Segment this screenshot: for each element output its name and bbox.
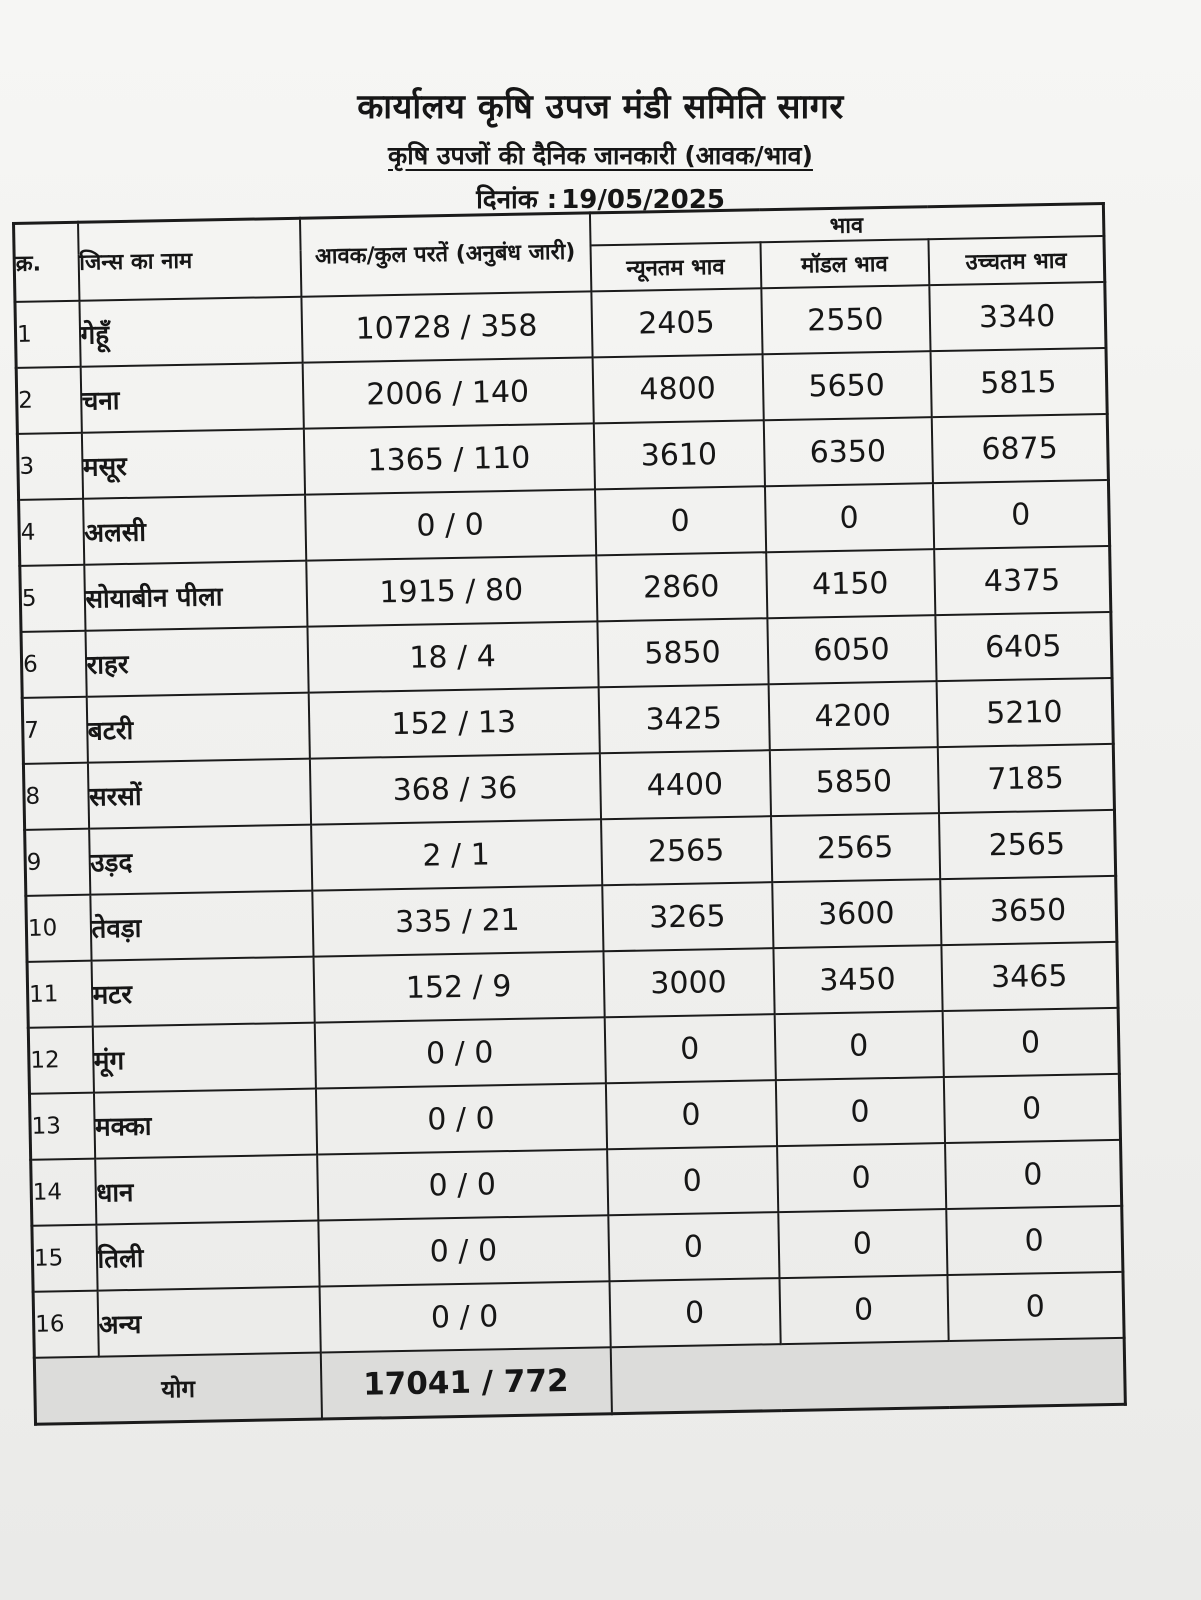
row-arrival: 1915 / 80 — [306, 555, 597, 626]
row-arrival: 0 / 0 — [314, 1017, 605, 1088]
row-serial: 9 — [25, 829, 90, 896]
row-serial: 1 — [15, 301, 80, 368]
row-serial: 11 — [27, 961, 92, 1028]
row-max-price: 0 — [943, 1074, 1120, 1143]
col-header-arrival: आवक/कुल परतें (अनुबंध जारी) — [299, 213, 590, 297]
price-table — [12, 202, 1127, 1426]
total-label: योग — [34, 1353, 321, 1425]
row-modal-price: 2550 — [761, 285, 930, 354]
row-arrival: 0 / 0 — [305, 489, 596, 560]
row-min-price: 4800 — [592, 354, 763, 423]
office-title: कार्यालय कृषि उपज मंडी समिति सागर — [357, 87, 844, 127]
row-commodity: उड़द — [89, 825, 312, 895]
row-modal-price: 6050 — [767, 615, 936, 684]
row-arrival: 335 / 21 — [312, 885, 603, 956]
row-max-price: 0 — [947, 1272, 1124, 1341]
row-max-price: 5210 — [936, 678, 1113, 747]
row-commodity: मटर — [91, 957, 314, 1027]
row-min-price: 0 — [604, 1014, 775, 1083]
row-max-price: 2565 — [938, 810, 1115, 879]
col-header-min-price: न्यूनतम भाव — [590, 242, 761, 291]
row-min-price: 4400 — [599, 750, 770, 819]
col-header-price-group: भाव — [589, 203, 1104, 245]
row-min-price: 0 — [609, 1278, 780, 1347]
row-arrival: 18 / 4 — [307, 621, 598, 692]
row-min-price: 3265 — [602, 882, 773, 951]
row-commodity: धान — [95, 1155, 318, 1225]
row-commodity: राहर — [85, 627, 308, 697]
row-modal-price: 0 — [764, 483, 933, 552]
report-subtitle: कृषि उपजों की दैनिक जानकारी (आवक/भाव) — [388, 141, 813, 170]
row-commodity: मसूर — [81, 429, 304, 499]
table-body — [15, 282, 1124, 1358]
row-min-price: 0 — [608, 1212, 779, 1281]
row-commodity: सरसों — [87, 759, 310, 829]
row-max-price: 3340 — [929, 282, 1106, 351]
row-max-price: 5815 — [930, 348, 1107, 417]
col-header-max-price: उच्चतम भाव — [928, 236, 1105, 285]
row-max-price: 6405 — [935, 612, 1112, 681]
row-arrival: 0 / 0 — [315, 1083, 606, 1154]
row-serial: 6 — [21, 631, 86, 698]
col-header-modal-price: मॉडल भाव — [760, 239, 929, 288]
row-max-price: 0 — [946, 1206, 1123, 1275]
row-commodity: गेहूँ — [79, 297, 302, 367]
row-modal-price: 4150 — [766, 549, 935, 618]
row-max-price: 7185 — [937, 744, 1114, 813]
row-commodity: चना — [80, 363, 303, 433]
row-min-price: 3425 — [598, 684, 769, 753]
row-arrival: 1365 / 110 — [303, 423, 594, 494]
row-serial: 3 — [17, 433, 82, 500]
row-arrival: 2006 / 140 — [302, 357, 593, 428]
row-max-price: 3650 — [940, 876, 1117, 945]
row-modal-price: 0 — [774, 1011, 943, 1080]
row-modal-price: 0 — [777, 1143, 946, 1212]
row-commodity: सोयाबीन पीला — [84, 561, 307, 631]
row-min-price: 0 — [594, 486, 765, 555]
date-value: 19/05/2025 — [561, 185, 725, 215]
row-min-price: 2405 — [591, 288, 762, 357]
row-arrival: 152 / 13 — [308, 687, 599, 758]
row-serial: 16 — [33, 1291, 98, 1358]
row-serial: 4 — [19, 499, 84, 566]
row-min-price: 5850 — [597, 618, 768, 687]
row-max-price: 3465 — [941, 942, 1118, 1011]
date-label: दिनांक : — [476, 185, 558, 215]
row-serial: 13 — [29, 1093, 94, 1160]
row-serial: 10 — [26, 895, 91, 962]
total-price-blank — [610, 1338, 1125, 1414]
row-modal-price: 0 — [778, 1209, 947, 1278]
row-serial: 2 — [16, 367, 81, 434]
row-commodity: अलसी — [83, 495, 306, 565]
row-max-price: 0 — [945, 1140, 1122, 1209]
col-header-commodity: जिन्स का नाम — [78, 218, 301, 301]
row-arrival: 0 / 0 — [317, 1149, 608, 1220]
row-arrival: 10728 / 358 — [301, 291, 592, 362]
row-commodity: अन्य — [97, 1287, 320, 1357]
row-modal-price: 6350 — [763, 417, 932, 486]
row-min-price: 2565 — [601, 816, 772, 885]
row-commodity: तिली — [96, 1221, 319, 1291]
row-modal-price: 0 — [779, 1275, 948, 1344]
row-min-price: 2860 — [596, 552, 767, 621]
row-modal-price: 4200 — [768, 681, 937, 750]
row-max-price: 6875 — [931, 414, 1108, 483]
row-serial: 14 — [31, 1159, 96, 1226]
col-header-serial: क्र. — [14, 222, 79, 302]
total-arrival: 17041 / 772 — [320, 1347, 611, 1419]
row-max-price: 4375 — [934, 546, 1111, 615]
row-arrival: 2 / 1 — [311, 819, 602, 890]
row-commodity: बटरी — [86, 693, 309, 763]
row-arrival: 368 / 36 — [309, 753, 600, 824]
row-min-price: 3610 — [593, 420, 764, 489]
row-max-price: 0 — [942, 1008, 1119, 1077]
row-arrival: 152 / 9 — [313, 951, 604, 1022]
row-serial: 8 — [23, 763, 88, 830]
row-modal-price: 5850 — [769, 747, 938, 816]
row-commodity: तेवड़ा — [90, 891, 313, 961]
row-modal-price: 3450 — [773, 945, 942, 1014]
row-arrival: 0 / 0 — [318, 1215, 609, 1286]
row-modal-price: 0 — [775, 1077, 944, 1146]
row-max-price: 0 — [932, 480, 1109, 549]
row-commodity: मक्का — [93, 1089, 316, 1159]
row-serial: 12 — [28, 1027, 93, 1094]
row-modal-price: 3600 — [772, 879, 941, 948]
row-serial: 15 — [32, 1225, 97, 1292]
row-modal-price: 2565 — [771, 813, 940, 882]
row-min-price: 0 — [607, 1146, 778, 1215]
row-arrival: 0 / 0 — [319, 1281, 610, 1352]
row-commodity: मूंग — [92, 1023, 315, 1093]
row-min-price: 3000 — [603, 948, 774, 1017]
row-min-price: 0 — [605, 1080, 776, 1149]
row-serial: 7 — [22, 697, 87, 764]
row-serial: 5 — [20, 565, 85, 632]
price-table-container — [12, 202, 1124, 1432]
row-modal-price: 5650 — [762, 351, 931, 420]
